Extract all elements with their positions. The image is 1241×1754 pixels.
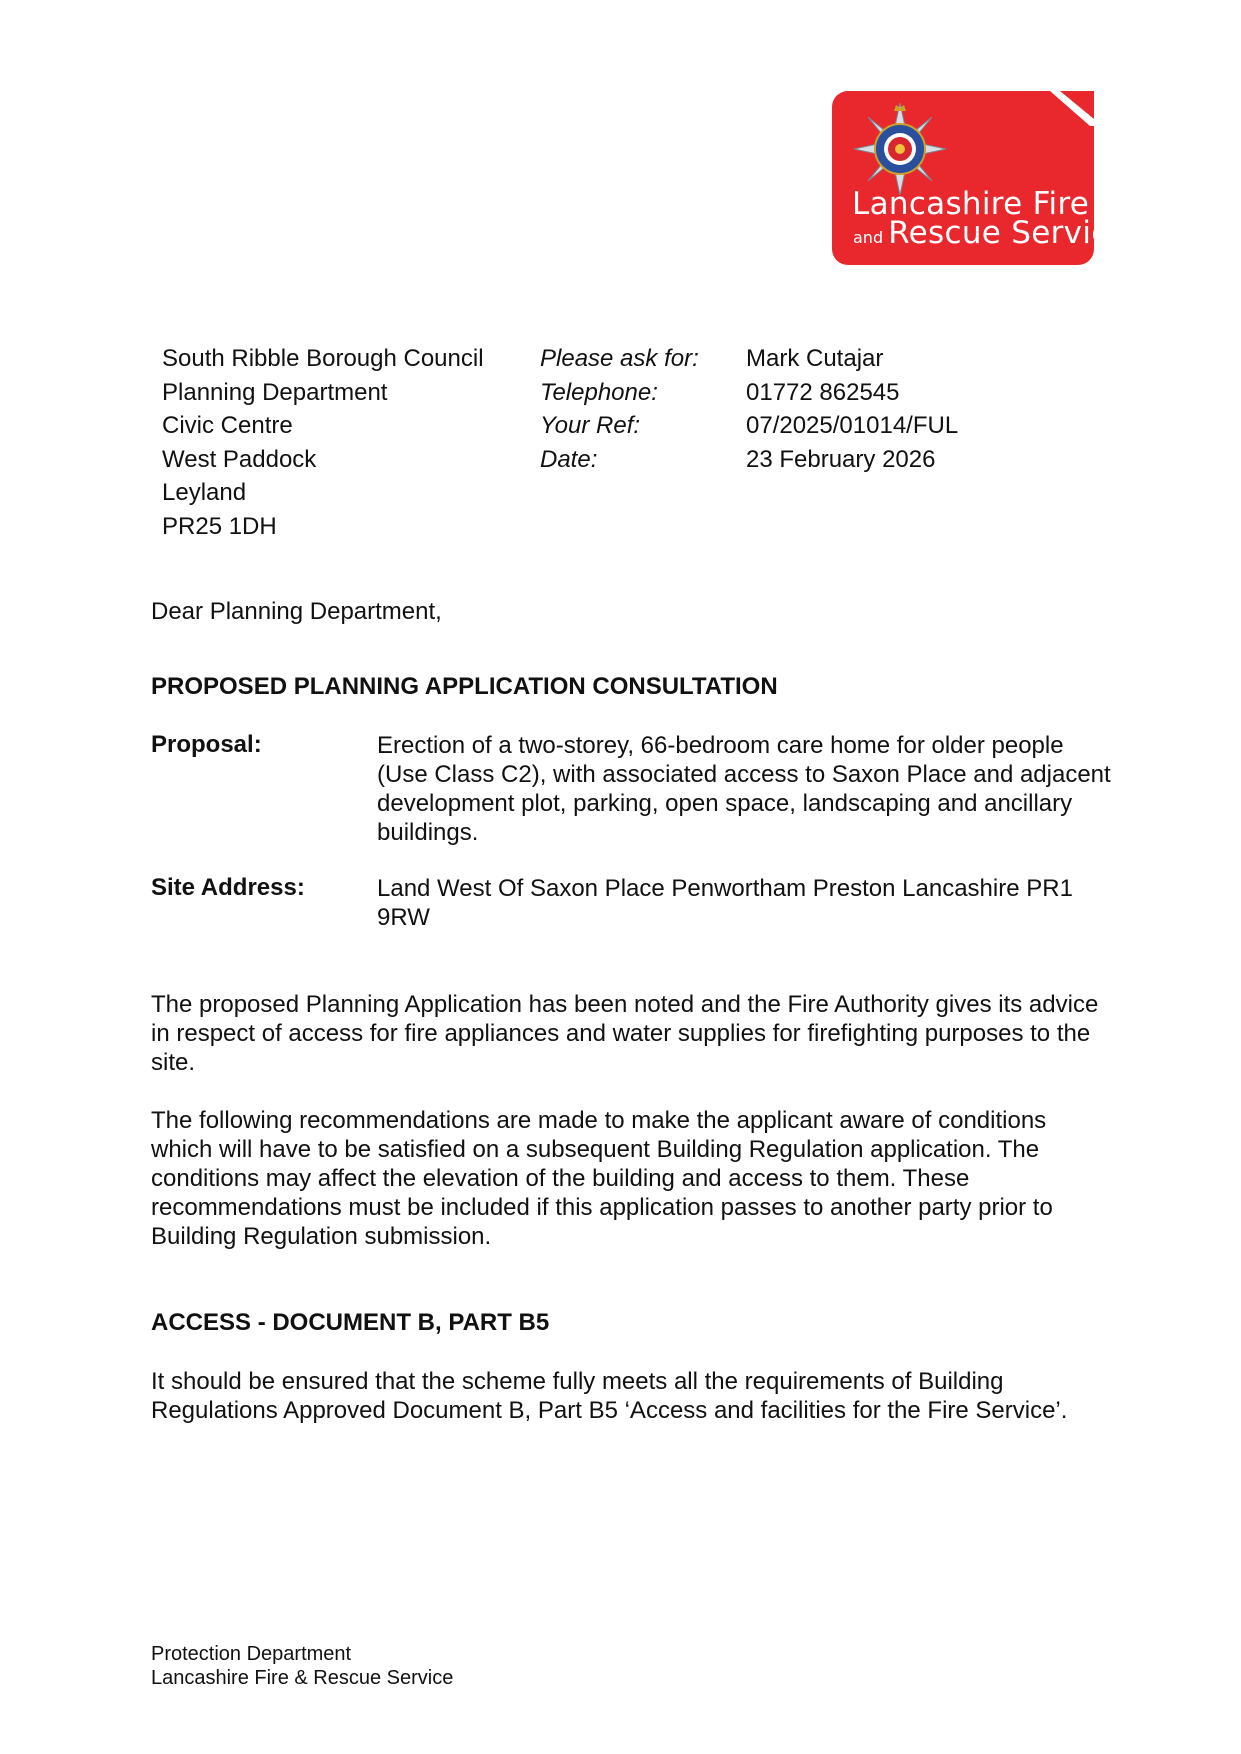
recipient-address <box>162 342 484 543</box>
proposal-label: Proposal: <box>151 731 262 758</box>
address-line: Leyland <box>162 479 247 506</box>
detail-values <box>746 342 958 476</box>
address-line: PR25 1DH <box>162 512 277 540</box>
salutation: Dear Planning Department, <box>151 598 442 625</box>
telephone-label: Telephone: <box>540 378 658 406</box>
lancashire-fire-logo <box>832 91 1128 265</box>
footer <box>151 1642 453 1690</box>
letter-date: 23 February 2026 <box>746 445 936 473</box>
address-line: West Paddock <box>162 445 317 473</box>
logo-text-line2 <box>853 215 1128 251</box>
recommendations-paragraph: The following recommendations are made to make the applicant aware of conditions which will have to be satisfied on a subsequent Building Regulation application. The conditions may affect the elevation of the building and access to them. These recommendations must be included if this application passes to another party prior to Building Regulation submission. <box>151 1107 1053 1250</box>
address-line: Civic Centre <box>162 412 293 439</box>
reference-number: 07/2025/01014/FUL <box>746 412 959 439</box>
footer-organisation: Lancashire Fire & Rescue Service <box>151 1667 454 1689</box>
consultation-heading: PROPOSED PLANNING APPLICATION CONSULTATION <box>151 673 778 700</box>
contact-name: Mark Cutajar <box>746 345 884 372</box>
access-paragraph: It should be ensured that the scheme fully meets all the requirements of Building Regulations Approved Document B, Part B5 ‘Access and facilities for the Fire Service’. <box>151 1368 1068 1424</box>
telephone-number: 01772 862545 <box>746 378 900 406</box>
date-label: Date: <box>540 445 598 473</box>
fire-service-crest-icon <box>852 101 948 197</box>
your-ref-label: Your Ref: <box>540 412 641 439</box>
site-address-text: Land West Of Saxon Place Penwortham Preston Lancashire PR1 9RW <box>377 875 1073 931</box>
access-heading: ACCESS - DOCUMENT B, PART B5 <box>151 1309 550 1336</box>
proposal-text: Erection of a two-storey, 66-bedroom care home for older people (Use Class C2), with associated access to Saxon Place and adjacent development plot, parking, open space, landscaping and ancillary buildings. <box>377 732 1111 846</box>
site-address-label: Site Address: <box>151 874 305 901</box>
logo-text-line1: Lancashire Fire <box>852 186 1090 222</box>
footer-department: Protection Department <box>151 1643 352 1665</box>
address-line: Planning Department <box>162 378 388 406</box>
address-line: South Ribble Borough Council <box>162 345 484 372</box>
logo-and-text: and <box>853 228 884 247</box>
ask-for-label: Please ask for: <box>540 345 699 372</box>
logo-rescue-service-text: Rescue Service <box>888 215 1128 251</box>
advice-paragraph: The proposed Planning Application has been noted and the Fire Authority gives its advice in respect of access for fire appliances and water supplies for firefighting purposes to the site. <box>151 991 1099 1076</box>
detail-labels <box>540 342 699 476</box>
